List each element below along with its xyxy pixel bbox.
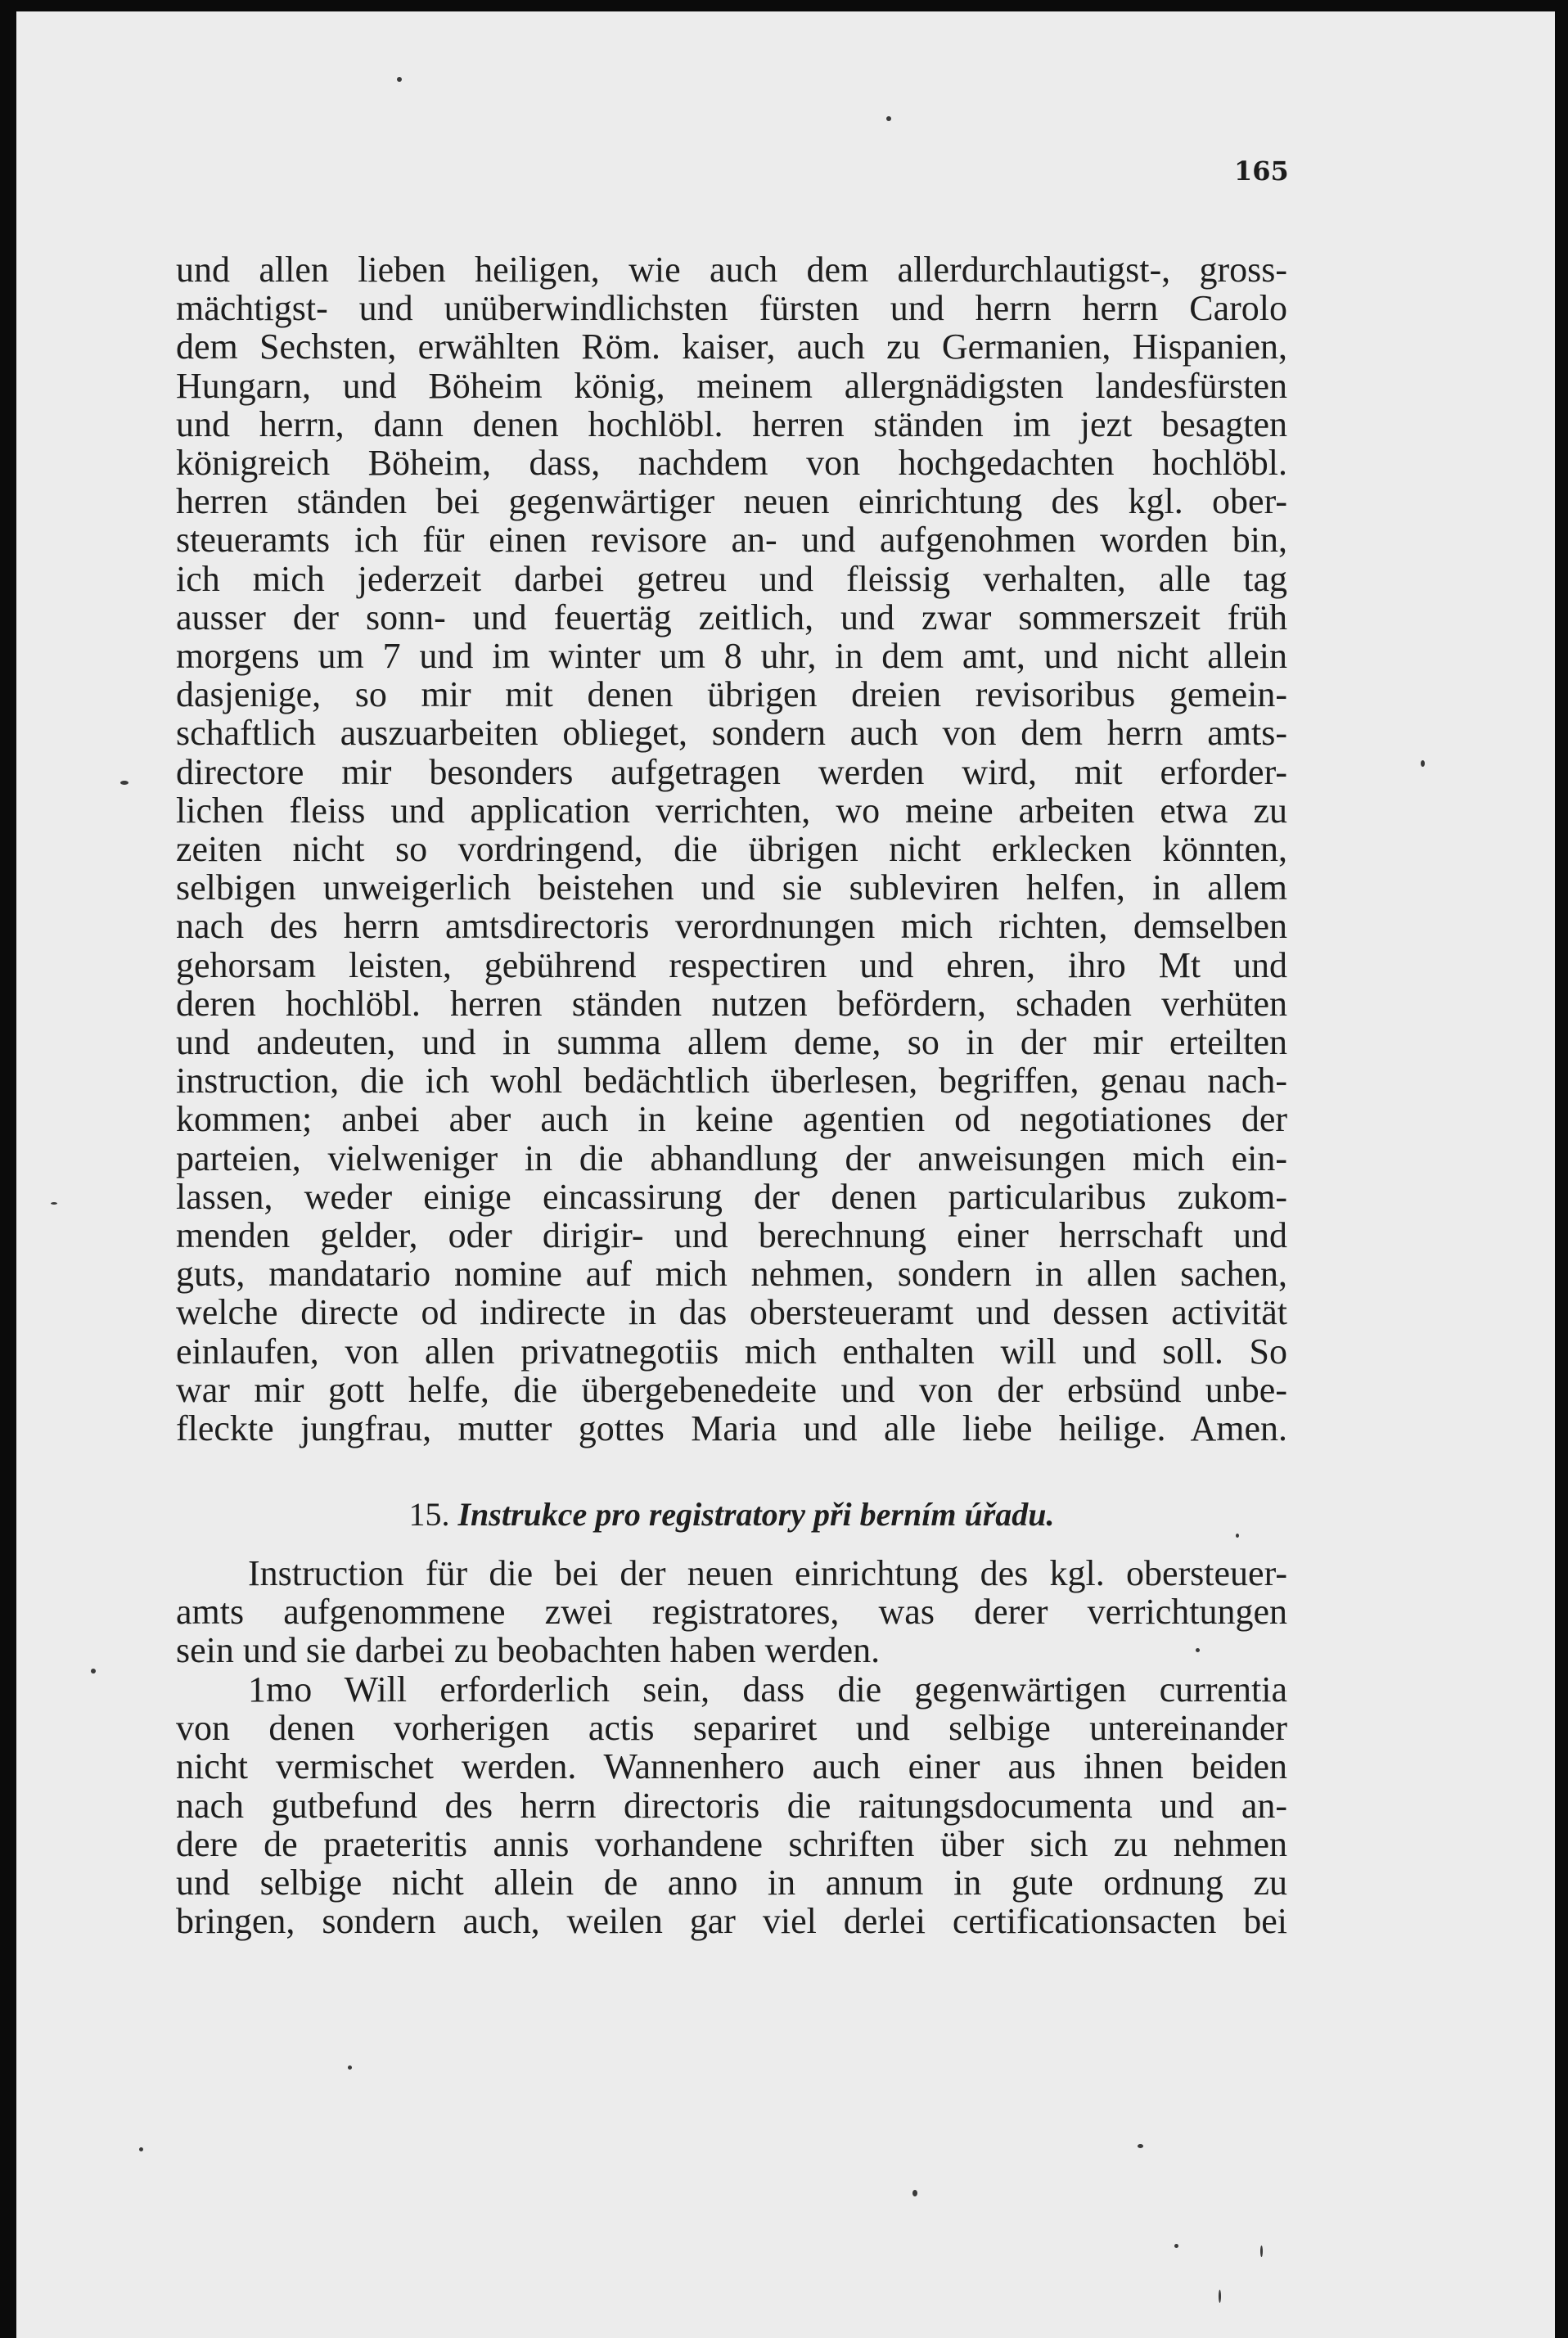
- text-line: gehorsam leisten, gebührend respectiren und ehren, ihro Mt und: [176, 944, 1287, 985]
- text-line: einlaufen, von allen privatnegotiis mich enthalten will und soll. So: [176, 1331, 1287, 1372]
- text-line: und herrn, dann denen hochlöbl. herren ständen im jezt besagten: [176, 403, 1287, 444]
- dust-speck: [886, 116, 891, 121]
- text-line: welche directe od indirecte in das obersteueramt und dessen activität: [176, 1292, 1287, 1333]
- text-line: königreich Böheim, dass, nachdem von hochgedachten hochlöbl.: [176, 443, 1287, 484]
- text-line: menden gelder, oder dirigir- und berechnung einer herrschaft und: [176, 1215, 1287, 1256]
- paragraph-instruction-intro: [176, 1554, 1287, 1670]
- text-line: ausser der sonn- und feuertäg zeitlich, und zwar sommerszeit früh: [176, 597, 1287, 637]
- scan-border-top: [0, 0, 1568, 11]
- text-line: instruction, die ich wohl bedächtlich überlesen, begriffen, genau nach-: [176, 1061, 1287, 1101]
- text-line: deren hochlöbl. herren ständen nutzen befördern, schaden verhüten: [176, 983, 1287, 1024]
- page-number: 165: [1234, 155, 1289, 187]
- text-line: selbigen unweigerlich beistehen und sie subleviren helfen, in allem: [176, 867, 1287, 908]
- dust-speck: [139, 2147, 143, 2151]
- dust-speck: [51, 1202, 57, 1205]
- text-line: parteien, vielweniger in die abhandlung der anweisungen mich ein-: [176, 1137, 1287, 1178]
- text-line: morgens um 7 und im winter um 8 uhr, in dem amt, und nicht allein: [176, 636, 1287, 677]
- dust-speck: [397, 77, 402, 82]
- text-line: directore mir besonders aufgetragen werden wird, mit erforder-: [176, 751, 1287, 792]
- text-line: lassen, weder einige eincassirung der denen particularibus zukom-: [176, 1176, 1287, 1217]
- paragraph-instruction-item-1: [176, 1670, 1287, 1940]
- text-line: von denen vorherigen actis separiret und selbige untereinander: [176, 1708, 1287, 1749]
- dust-speck: [1138, 2144, 1143, 2148]
- text-line: mächtigst- und unüberwindlichsten fürsten und herrn herrn Carolo: [176, 288, 1287, 329]
- text-line: dem Sechsten, erwählten Röm. kaiser, auch zu Germanien, Hispanien,: [176, 327, 1287, 367]
- text-line: und allen lieben heiligen, wie auch dem allerdurchlautigst-, gross-: [176, 250, 1287, 290]
- text-line: schaftlich auszuarbeiten oblieget, sondern auch von dem herrn amts-: [176, 713, 1287, 754]
- dust-speck: [1421, 760, 1425, 767]
- dust-speck: [120, 781, 128, 785]
- section-title: Instrukce pro registratory při berním úřadu.: [457, 1496, 1055, 1533]
- text-line: steueramts ich für einen revisore an- und aufgenohmen worden bin,: [176, 520, 1287, 561]
- scan-border-right: [1555, 0, 1568, 2338]
- text-line: nicht vermischet werden. Wannenhero auch einer aus ihnen beiden: [176, 1746, 1287, 1787]
- section-number: 15.: [408, 1496, 450, 1533]
- dust-speck: [1174, 2244, 1178, 2248]
- text-line: sein und sie darbei zu beobachten haben werden.: [176, 1630, 881, 1671]
- text-line: amts aufgenommene zwei registratores, was derer verrichtungen: [176, 1592, 1287, 1633]
- text-line: bringen, sondern auch, weilen gar viel derlei certificationsacten bei: [176, 1901, 1287, 1942]
- dust-speck: [1219, 2290, 1221, 2303]
- dust-speck: [348, 2065, 352, 2070]
- text-line: und selbige nicht allein de anno in annum in gute ordnung zu: [176, 1863, 1287, 1903]
- text-line: war mir gott helfe, die übergebenedeite und von der erbsünd unbe-: [176, 1369, 1287, 1410]
- text-line: nach des herrn amtsdirectoris verordnungen mich richten, demselben: [176, 906, 1287, 947]
- text-line: fleckte jungfrau, mutter gottes Maria und alle liebe heilige. Amen.: [176, 1408, 1287, 1449]
- dust-speck: [912, 2190, 917, 2196]
- dust-speck: [1260, 2246, 1263, 2257]
- text-line: und andeuten, und in summa allem deme, so in der mir erteilten: [176, 1022, 1287, 1063]
- dust-speck: [91, 1669, 96, 1674]
- text-line: guts, mandatario nomine auf mich nehmen, sondern in allen sachen,: [176, 1254, 1287, 1295]
- text-line: dasjenige, so mir mit denen übrigen dreien revisoribus gemein-: [176, 674, 1287, 715]
- paragraph-oath-text: [176, 250, 1287, 1448]
- text-line: ich mich jederzeit darbei getreu und fleissig verhalten, alle tag: [176, 558, 1287, 599]
- text-line: herren ständen bei gegenwärtiger neuen einrichtung des kgl. ober-: [176, 481, 1287, 522]
- text-line: kommen; anbei aber auch in keine agentien od negotiationes der: [176, 1099, 1287, 1140]
- section-heading: [176, 1495, 1287, 1534]
- text-line: dere de praeteritis annis vorhandene schriften über sich zu nehmen: [176, 1823, 1287, 1864]
- text-line: Hungarn, und Böheim könig, meinem allergnädigsten landesfürsten: [176, 365, 1287, 406]
- text-line: zeiten nicht so vordringend, die übrigen nicht erklecken könnten,: [176, 829, 1287, 870]
- text-line: 1mo Will erforderlich sein, dass die gegenwärtigen currentia: [248, 1669, 1287, 1710]
- text-line: nach gutbefund des herrn directoris die raitungsdocumenta und an-: [176, 1785, 1287, 1826]
- text-line: Instruction für die bei der neuen einrichtung des kgl. obersteuer-: [248, 1553, 1287, 1593]
- text-line: lichen fleiss und application verrichten, wo meine arbeiten etwa zu: [176, 790, 1287, 831]
- scan-border-left: [0, 0, 16, 2338]
